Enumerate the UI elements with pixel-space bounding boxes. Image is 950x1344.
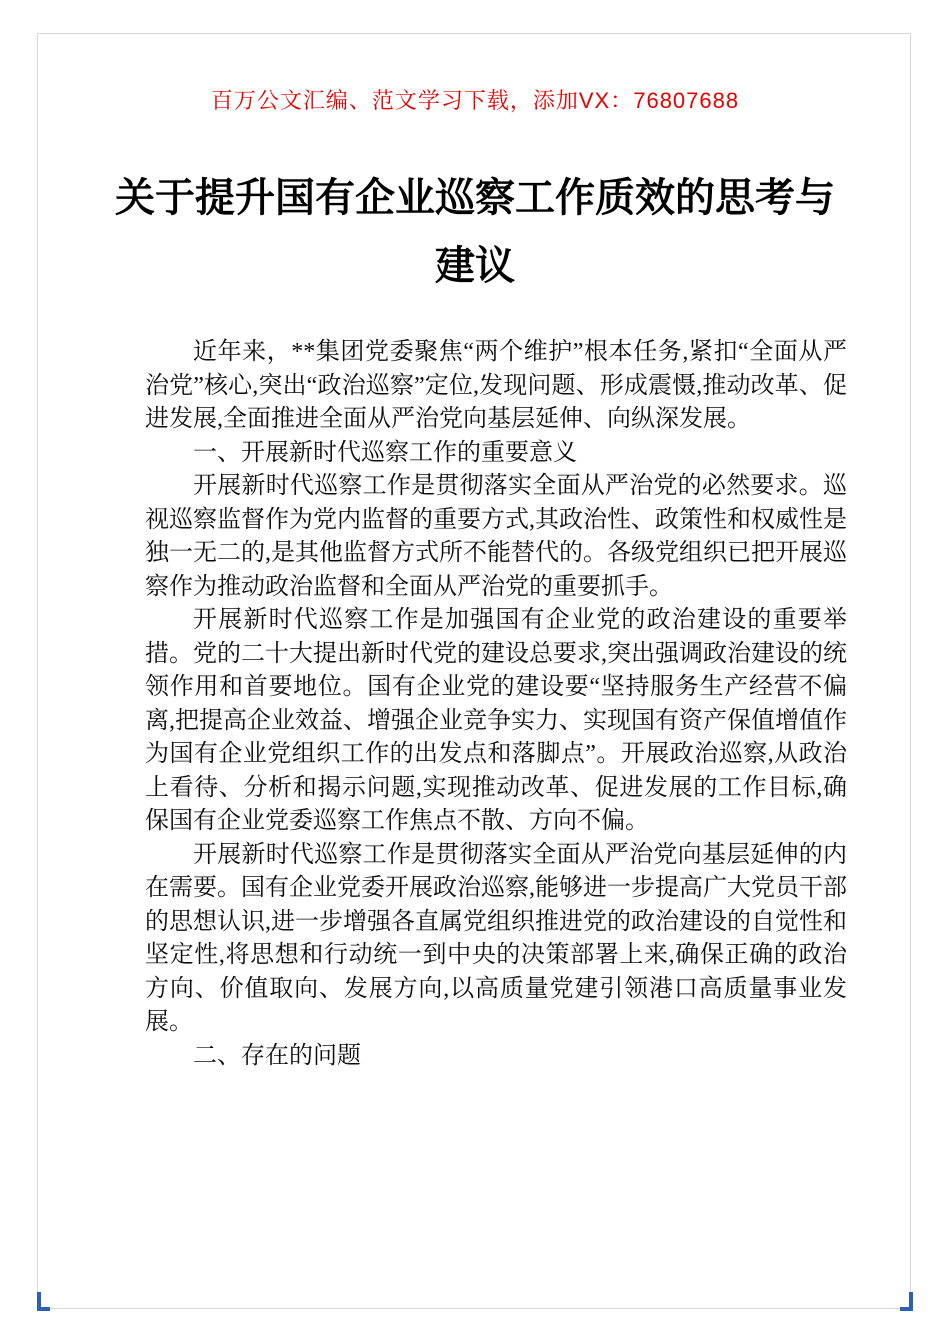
- section-heading-2: 二、存在的问题: [193, 1042, 361, 1069]
- document-body: [145, 336, 847, 1073]
- section-heading-1: 一、开展新时代巡察工作的重要意义: [193, 439, 577, 466]
- document-title-line-1: 关于提升国有企业巡察工作质效的思考与: [115, 175, 835, 221]
- paragraph: 开展新时代巡察工作是加强国有企业党的政治建设的重要举措。党的二十大提出新时代党的建设总要求,突出强调政治建设的统领作用和首要地位。国有企业党的建设要“坚持服务生产经营不偏离,把提高企业效益、增强企业竞争实力、实现国有资产保值增值作为国有企业党组织工作的出发点和落脚点”。开展政治巡察,从政治上看待、分析和揭示问题,实现推动改革、促进发展的工作目标,确保国有企业党委巡察工作焦点不散、方向不偏。: [145, 607, 847, 834]
- corner-mark-bottom-left: [37, 1292, 50, 1311]
- header-notice: 百万公文汇编、范文学习下载，添加VX：76807688: [210, 88, 740, 113]
- paragraph-intro: 近年来，**集团党委聚焦“两个维护”根本任务,紧扣“全面从严治党”核心,突出“政治巡察”定位,发现问题、形成震慑,推动改革、促进发展,全面推进全面从严治党向基层延伸、向纵深发展。: [145, 339, 847, 432]
- document-title: [0, 164, 950, 300]
- document-title-line-2: 建议: [435, 243, 515, 289]
- corner-mark-bottom-right: [900, 1292, 913, 1311]
- paragraph: 开展新时代巡察工作是贯彻落实全面从严治党的必然要求。巡视巡察监督作为党内监督的重要方式,其政治性、政策性和权威性是独一无二的,是其他监督方式所不能替代的。各级党组织已把开展巡察作为推动政治监督和全面从严治党的重要抓手。: [145, 473, 847, 600]
- paragraph: 开展新时代巡察工作是贯彻落实全面从严治党向基层延伸的内在需要。国有企业党委开展政治巡察,能够进一步提高广大党员干部的思想认识,进一步增强各直属党组织推进党的政治建设的自觉性和坚定性,将思想和行动统一到中央的决策部署上来,确保正确的政治方向、价值取向、发展方向,以高质量党建引领港口高质量事业发展。: [145, 841, 847, 1035]
